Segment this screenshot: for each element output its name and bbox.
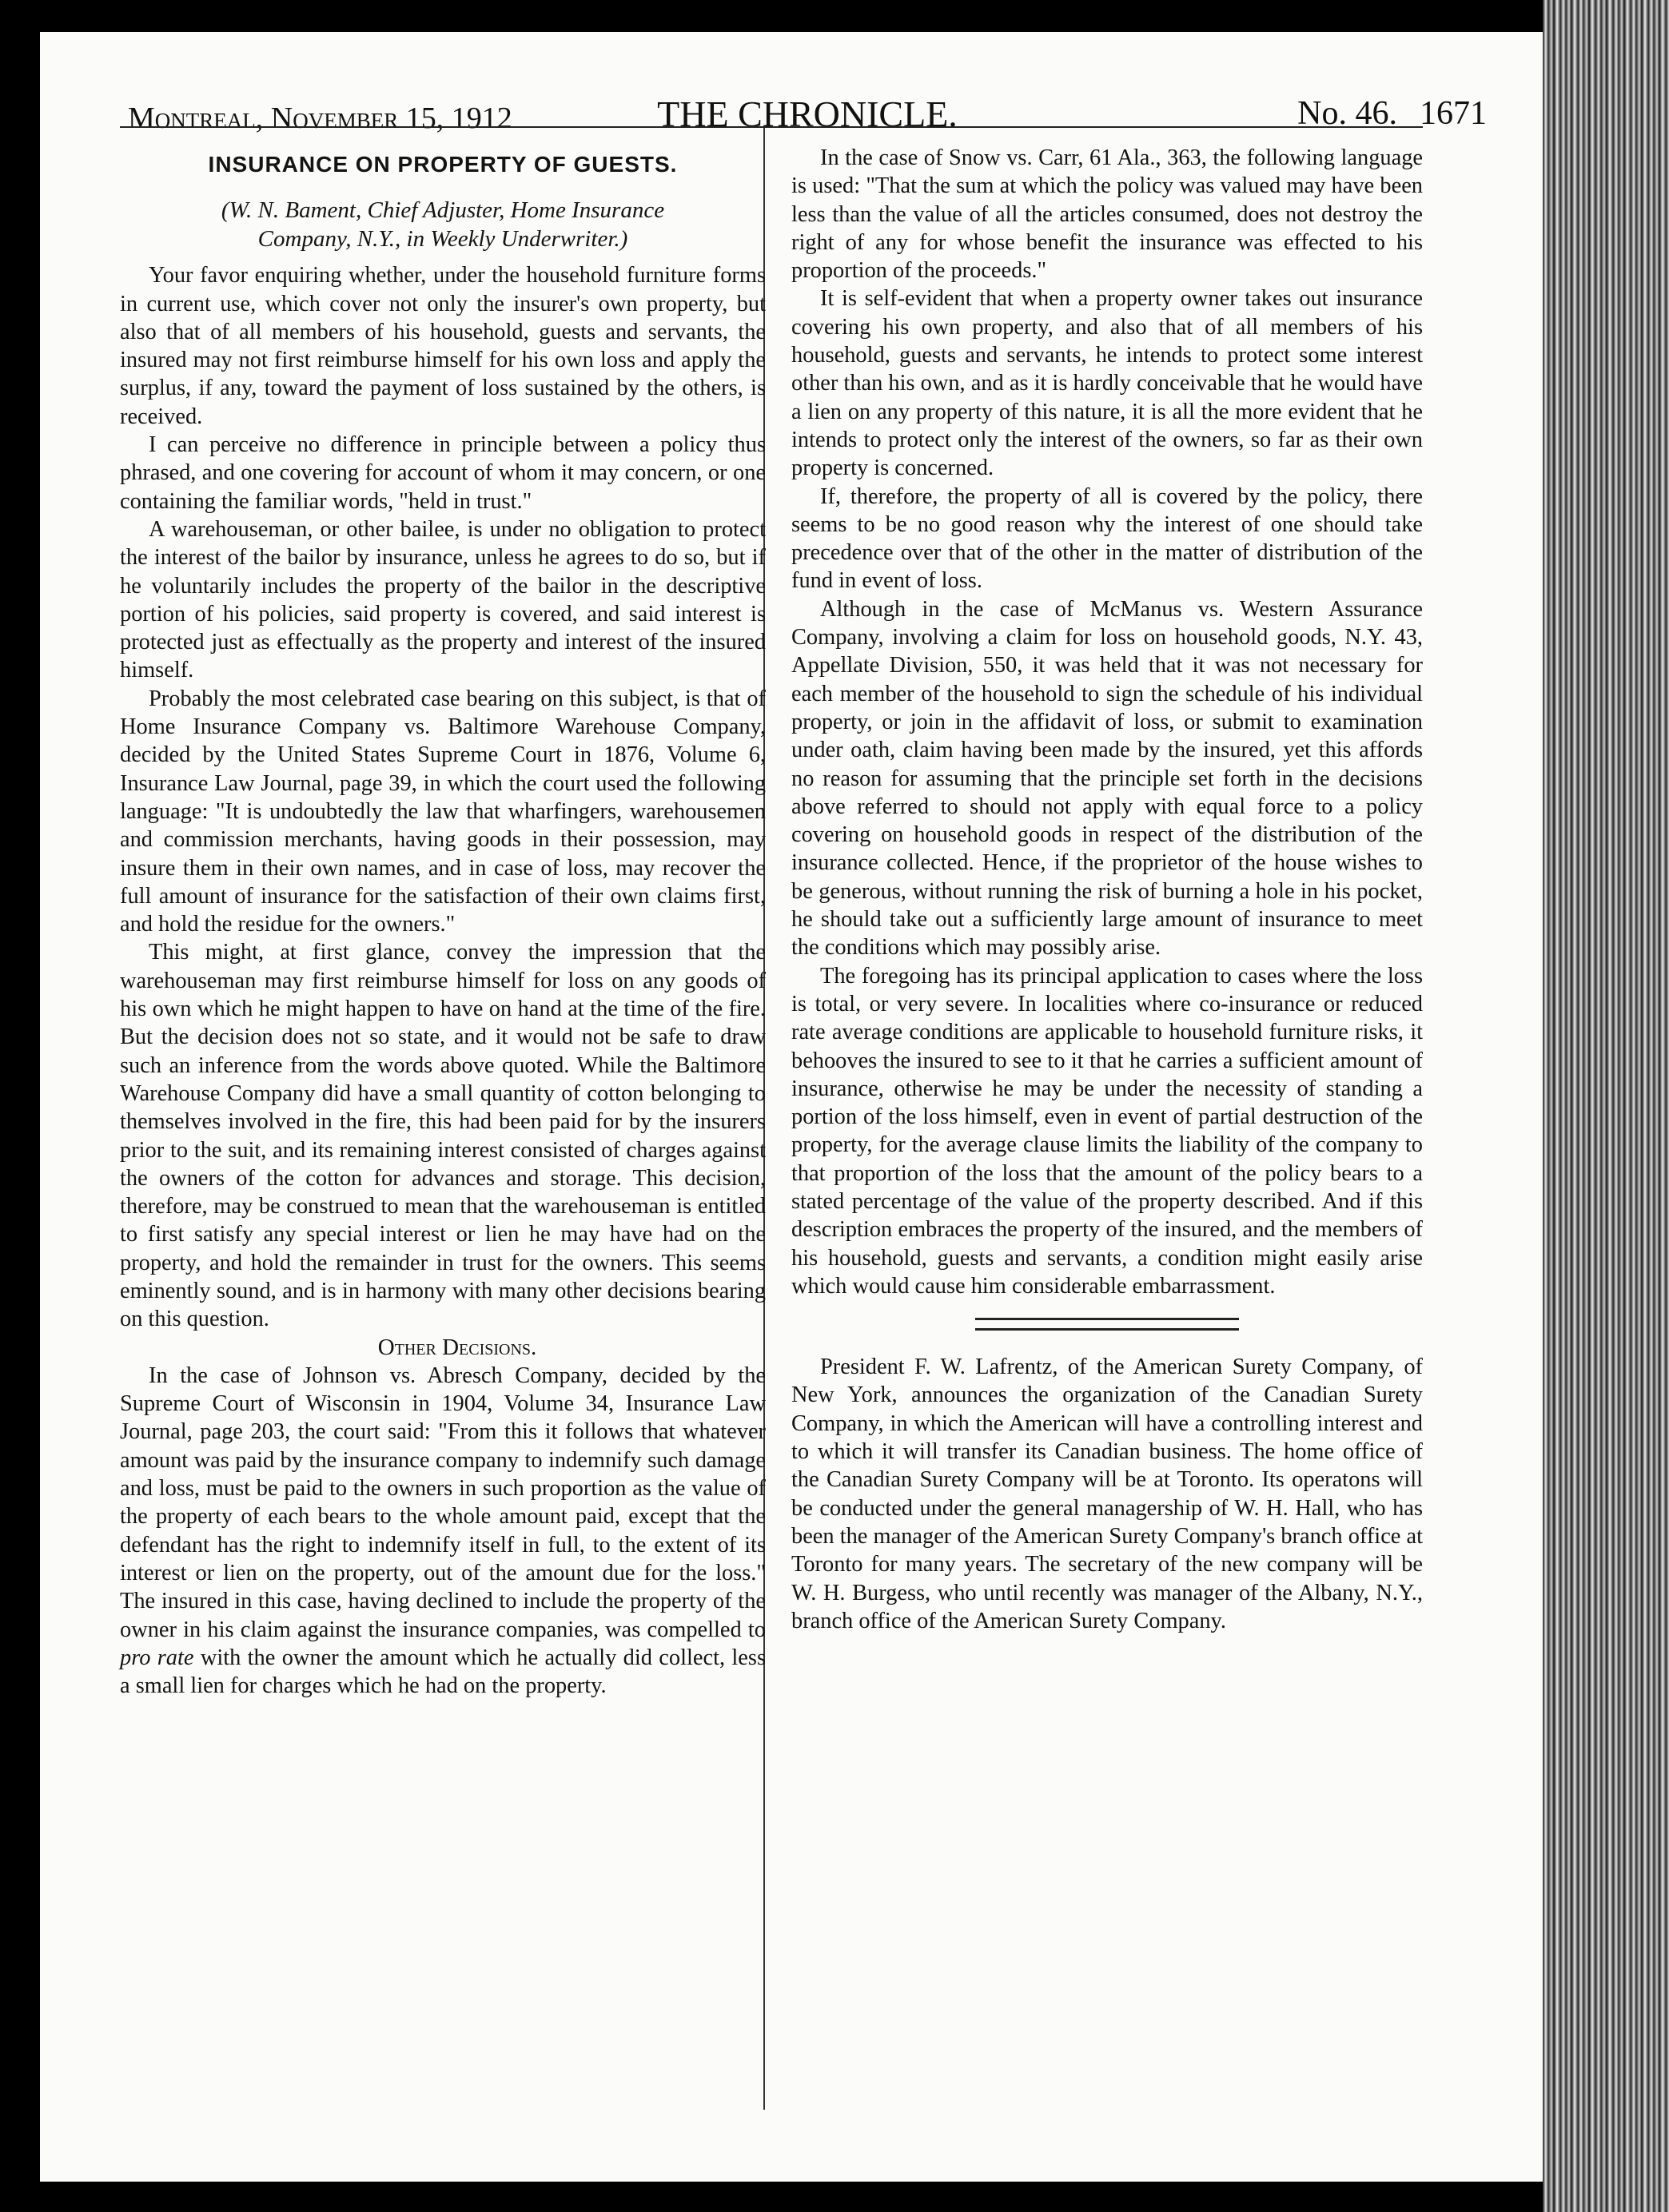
right-column <box>791 144 1423 1635</box>
left-column <box>120 144 766 1700</box>
book-page-edges <box>1543 0 1669 2212</box>
paragraph: Although in the case of McManus vs. Western Assurance Company, involving a claim for loss on household goods, N.Y. 43, Appellate Division, 550, it was held that it was not necessary for each member of the household to sign the schedule of his individual property, or join in the affidavit of loss, or submit to examination under oath, claim having been made by the insured, yet this affords no reason for assuming that the principle set forth in the decisions above referred to should not apply with equal force to a policy covering on household goods in respect of the distribution of the insurance collected. Hence, if the proprietor of the house wishes to be generous, without running the risk of burning a hole in his pocket, he should take out a sufficiently large amount of insurance to meet the conditions which may possibly arise. <box>791 596 1423 961</box>
paragraph: I can perceive no difference in principle between a policy thus phrased, and one covering for account of whom it may concern, or one containing the familiar words, "held in trust." <box>120 432 766 514</box>
paragraph: It is self-evident that when a property owner takes out insurance covering his own property, and also that of all members of his household, guests and servants, he intends to protect some interest other than his own, and as it is hardly conceivable that he would have a lien on any property of this nature, it is all the more evident that he intends to protect only the interest of the owners, so far as their own property is concerned. <box>791 286 1423 481</box>
paragraph: In the case of Snow vs. Carr, 61 Ala., 363, the following language is used: "That the sum at which the policy was valued may have been less than the value of all the articles consumed, does not destroy the right of any for whose benefit the insurance was effected to his proportion of the proceeds." <box>791 145 1423 284</box>
paragraph: Your favor enquiring whether, under the household furniture forms in current use, which cover not only the insurer's own property, but also that of all members of his household, guests and servants, the insured may not first reimburse himself for his own loss and apply the surplus, if any, toward the payment of loss sustained by the others, is received. <box>120 263 766 429</box>
paragraph: The foregoing has its principal application to cases where the loss is total, or very severe. In localities where co-insurance or reduced rate average conditions are applicable to household furniture risks, it behooves the insured to see to it that he carries a sufficient amount of insurance, otherwise he may be under the necessity of standing a portion of the loss himself, even in event of partial destruction of the property, for the average clause limits the liability of the company to that proportion of the loss that the amount of the policy bears to a stated percentage of the value of the property described. And if this description embraces the property of the insured, and the members of his household, guests and servants, a condition might easily arise which would cause him considerable embarrassment. <box>791 963 1423 1299</box>
byline-line-2: Company, N.Y., in Weekly Underwriter.) <box>257 226 628 253</box>
byline-line-1: (W. N. Bament, Chief Adjuster, Home Insurance <box>221 197 665 224</box>
header-dateline: Montreal, November 15, 1912 <box>128 101 512 135</box>
johnson-continued: with the owner the amount which he actually did collect, less a small lien for charges which he had on the property. <box>120 1645 766 1699</box>
section-double-rule <box>975 1318 1239 1331</box>
johnson-text: In the case of Johnson vs. Abresch Company, decided by the Supreme Court of Wisconsin in 1904, Volume 34, Insurance Law Journal, page 203, the court said: "From this it follows that whatever amount was paid by the insurance company to indemnify such damage and loss, must be paid to the owners in such proportion as the value of the property of each bears to the whole amount paid, except that the defendant has the right to indemnify itself in full, to the extent of its interest or lien on the property, out of the amount due for the loss." The insured in this case, having declined to include the property of the owner in his claim against the insurance companies, was compelled to <box>120 1363 766 1642</box>
paragraph: This might, at first glance, convey the impression that the warehouseman may first reimburse himself for loss on any goods of his own which he might happen to have on hand at the time of the fire. But the decision does not so state, and it would not be safe to draw such an inference from the words above quoted. While the Baltimore Warehouse Company did have a small quantity of cotton belonging to themselves involved in the fire, this had been paid for by the insurers prior to the suit, and its remaining interest consisted of charges against the owners of the cotton for advances and storage. This decision, therefore, may be construed to mean that the warehouseman is entitled to first satisfy any special interest or lien he may have had on the property, and hold the remainder in trust for the owners. This seems eminently sound, and is in harmony with many other decisions bearing on this question. <box>120 940 766 1332</box>
pro-rate-term: pro rate <box>120 1645 194 1670</box>
page-header <box>128 70 1487 142</box>
article-title: INSURANCE ON PROPERTY OF GUESTS. <box>208 152 678 177</box>
section-subhead: Other Decisions. <box>377 1334 537 1360</box>
paragraph: Probably the most celebrated case bearing on this subject, is that of Home Insurance Company vs. Baltimore Warehouse Company, decided by the United States Supreme Court in 1876, Volume 6, Insurance Law Journal, page 39, in which the court used the following language: "It is undoubtedly the law that wharfingers, warehousemen and commission merchants, having goods in their possession, may insure them in their own names, and in case of loss, may recover the full amount of insurance for the satisfaction of their own claims first, and hold the residue for the owners." <box>120 686 766 937</box>
masthead-title: THE CHRONICLE. <box>657 93 958 134</box>
news-item-paragraph: President F. W. Lafrentz, of the American Surety Company, of New York, announces the organization of the Canadian Surety Company, in which the American will have a controlling interest and to which it will transfer its Canadian business. The home office of the Canadian Surety Company will be at Toronto. Its operatons will be conducted under the general managership of W. H. Hall, who has been the manager of the American Surety Company's branch office at Toronto for many years. The secretary of the new company will be W. H. Burgess, who until recently was manager of the Albany, N.Y., branch office of the American Surety Company. <box>791 1355 1423 1633</box>
page-number: 1671 <box>1420 95 1487 132</box>
issue-number: No. 46. <box>1297 95 1397 132</box>
paragraph-johnson <box>120 1362 766 1701</box>
article-byline <box>120 196 766 253</box>
paragraph: If, therefore, the property of all is covered by the policy, there seems to be no good reason why the interest of one should take precedence over that of the other in the matter of distribution of the fund in event of loss. <box>791 483 1423 594</box>
header-rule <box>120 126 1423 128</box>
paragraph: A warehouseman, or other bailee, is under no obligation to protect the interest of the bailor by insurance, unless he agrees to do so, but if he voluntarily includes the property of the bailor in the descriptive portion of his policies, said property is covered, and said interest is protected just as effectually as the property and interest of the insured himself. <box>120 516 766 683</box>
